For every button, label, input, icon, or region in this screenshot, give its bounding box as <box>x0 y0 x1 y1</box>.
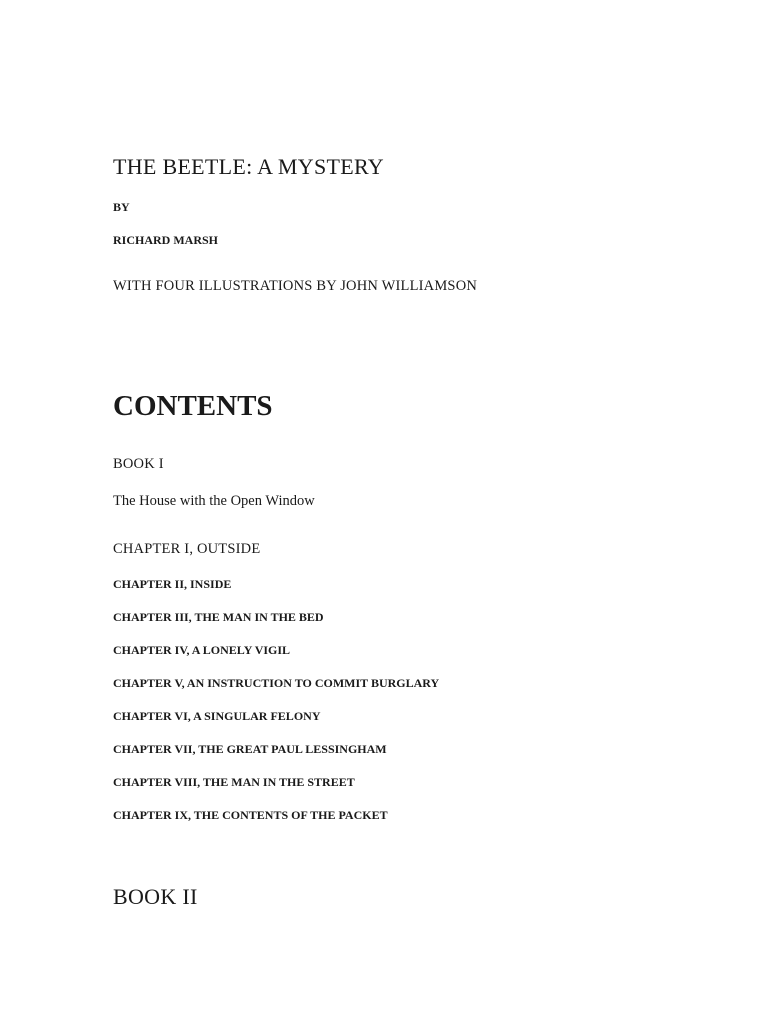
chapter-link-6[interactable]: CHAPTER VI, A SINGULAR FELONY <box>113 709 321 723</box>
chapter-link-5[interactable]: CHAPTER V, AN INSTRUCTION TO COMMIT BURGLARY <box>113 676 440 690</box>
byline-by: BY <box>113 200 130 214</box>
chapter-link-2[interactable]: CHAPTER II, INSIDE <box>113 577 232 591</box>
book-1-subtitle: The House with the Open Window <box>113 493 315 509</box>
book-title: THE BEETLE: A MYSTERY <box>113 154 384 179</box>
illustrations-credit: WITH FOUR ILLUSTRATIONS BY JOHN WILLIAMSON <box>113 278 478 294</box>
chapter-link-9[interactable]: CHAPTER IX, THE CONTENTS OF THE PACKET <box>113 808 388 822</box>
book-2-heading: BOOK II <box>113 884 198 909</box>
chapter-link-4[interactable]: CHAPTER IV, A LONELY VIGIL <box>113 643 291 657</box>
chapter-link-7[interactable]: CHAPTER VII, THE GREAT PAUL LESSINGHAM <box>113 742 387 756</box>
book-1-heading: BOOK I <box>113 456 164 472</box>
document-page <box>113 0 733 1024</box>
chapter-link-3[interactable]: CHAPTER III, THE MAN IN THE BED <box>113 610 324 624</box>
chapter-link-8[interactable]: CHAPTER VIII, THE MAN IN THE STREET <box>113 775 355 789</box>
contents-heading: CONTENTS <box>113 390 273 422</box>
chapter-link-1[interactable]: CHAPTER I, OUTSIDE <box>113 541 261 557</box>
author-name: RICHARD MARSH <box>113 233 218 247</box>
